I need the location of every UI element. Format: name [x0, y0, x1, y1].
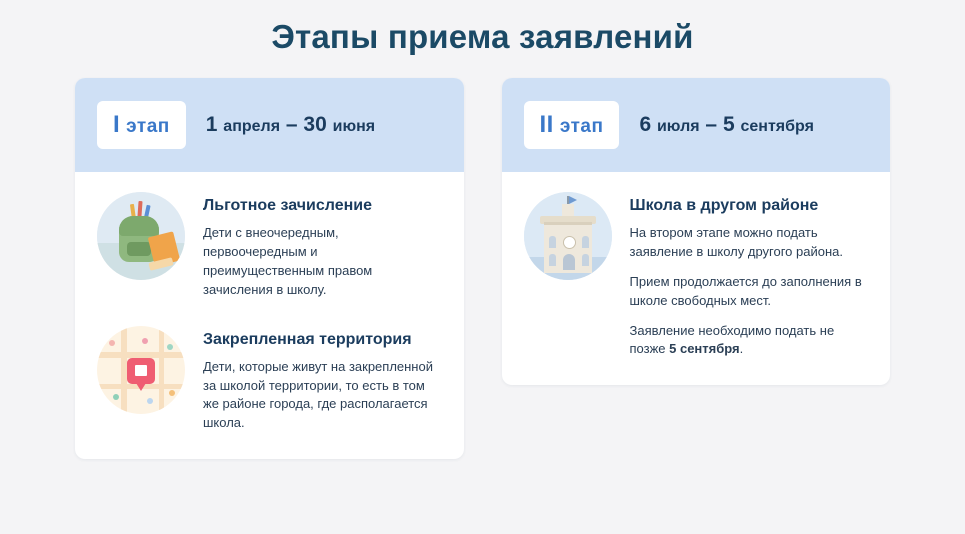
stage-1-item-1 — [97, 192, 442, 300]
stage-1-item-2-title: Закрепленная территория — [203, 330, 412, 348]
backpack-icon — [97, 192, 185, 280]
page-title: Этапы приема заявлений — [271, 18, 694, 55]
stage-1-item-1-paragraph: Дети с внеочередным, первоочередным и преимущественным правом зачисления в школу. — [203, 225, 373, 297]
stage-1-dash: – — [285, 113, 298, 136]
stage-1-end-month: июня — [332, 118, 376, 135]
stage-badge-1 — [97, 101, 186, 149]
stage-card-2-body — [502, 172, 891, 385]
stage-1-item-1-title: Льготное зачисление — [203, 197, 373, 214]
stage-badge-2 — [524, 101, 620, 149]
stage-2-item-1-paragraph-3 — [630, 322, 869, 360]
stage-badge-1-roman: I — [113, 111, 121, 138]
stage-badge-1-word: этап — [126, 116, 170, 137]
stage-2-item-1-paragraph-2: Прием продолжается до заполнения в школе свободных мест. — [629, 273, 862, 308]
stage-1-item-2-text — [203, 326, 442, 434]
stage-1-start-month: апреля — [223, 118, 281, 135]
stage-1-item-1-text — [203, 192, 442, 300]
stage-2-end-month: сентября — [740, 118, 814, 135]
stage-card-1-date-range — [206, 113, 375, 137]
stage-badge-2-word: этап — [559, 116, 604, 137]
stage-1-end-day: 30 — [303, 113, 327, 136]
stage-card-1 — [75, 78, 464, 459]
stage-card-1-body — [75, 172, 464, 459]
stage-badge-2-roman: II — [539, 111, 554, 138]
deadline-date: 5 сентября — [669, 341, 740, 357]
stage-card-2-header — [502, 78, 891, 172]
stage-2-item-1-paragraph-1: На втором этапе можно подать заявление в школу другого района. — [629, 225, 843, 260]
stage-2-item-1-text — [630, 192, 869, 359]
stage-1-item-2-paragraph: Дети, которые живут на закрепленной за школой территории, то есть в том же районе города, где располагается школа. — [203, 358, 433, 431]
stage-2-item-1 — [524, 192, 869, 359]
school-building-icon — [524, 192, 612, 280]
stage-2-dash: – — [705, 113, 718, 136]
stage-2-start-month: июля — [656, 118, 700, 135]
deadline-suffix: . — [739, 341, 744, 357]
stage-card-2-date-range — [639, 113, 813, 137]
stage-card-1-header — [75, 78, 464, 172]
stage-2-start-day: 6 — [639, 113, 652, 136]
map-pin-icon — [97, 326, 185, 414]
stage-card-2 — [502, 78, 891, 385]
stage-1-item-2 — [97, 326, 442, 434]
stage-cards-container — [0, 78, 965, 459]
stage-2-item-1-title: Школа в другом районе — [629, 197, 819, 214]
stage-1-start-day: 1 — [205, 113, 218, 136]
stage-2-end-day: 5 — [722, 113, 735, 136]
deadline-prefix: Заявление необходимо подать не позже — [629, 322, 835, 357]
